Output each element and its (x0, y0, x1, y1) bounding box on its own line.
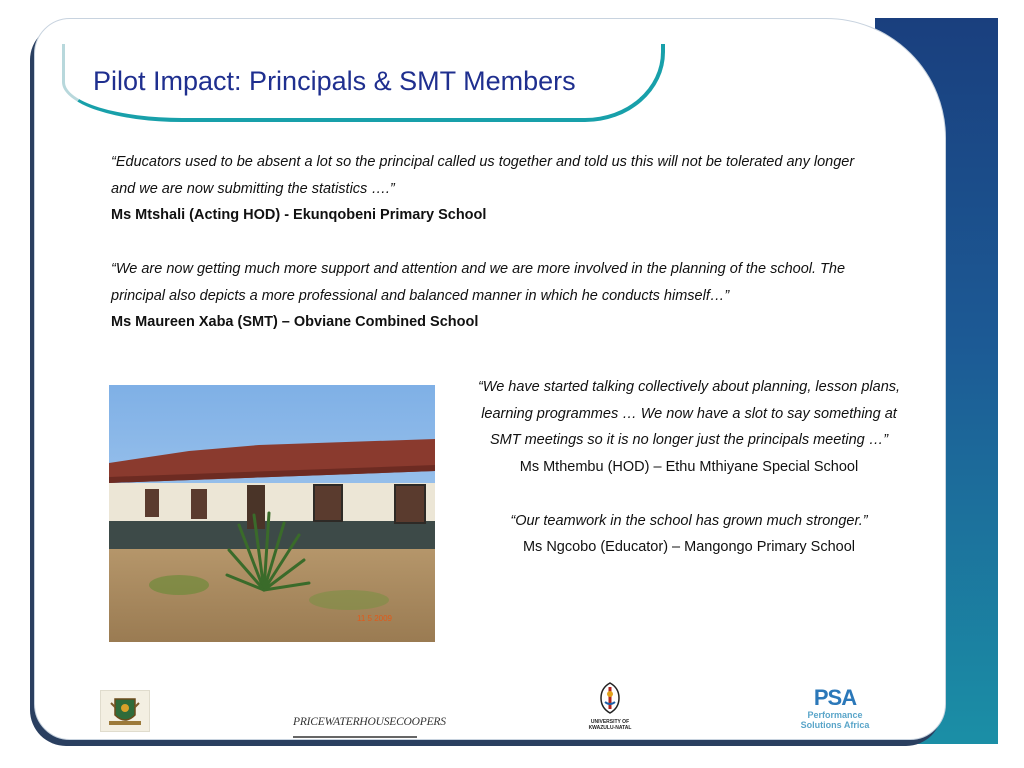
quote-3-attribution: Ms Mthembu (HOD) – Ethu Mthiyane Special School (519, 459, 859, 476)
top-quotes (111, 149, 871, 336)
psa-logo (795, 686, 875, 734)
pwc-logo-text: PRICEWATERHOUSECOOPERS (293, 716, 446, 728)
kzn-coat-of-arms-logo (100, 690, 150, 732)
right-quotes (477, 374, 901, 561)
quote-2-text: “We are now getting much more support and attention and we are more involved in the planning of the school. The principal also depicts a more professional and balanced manner in which he conducts himself…” (111, 260, 846, 304)
quote-4-text: “Our teamwork in the school has grown much stronger.” (510, 512, 868, 529)
ukzn-logo (584, 682, 636, 734)
ukzn-shield-icon (597, 682, 623, 714)
psa-line-1: Performance (807, 710, 863, 720)
school-building-photo (109, 385, 435, 642)
quote-2-attribution: Ms Maureen Xaba (SMT) – Obviane Combined School (111, 314, 479, 331)
photo-date-stamp: 11 5 2009 (357, 614, 392, 623)
quote-1-text: “Educators used to be absent a lot so the principal called us together and told us this will not be tolerated any longer and we are now submitting the statistics ….” (111, 154, 855, 197)
psa-mark: PSA (813, 685, 857, 710)
slide-title: Pilot Impact: Principals & SMT Members (93, 66, 576, 96)
quote-4-attribution: Ms Ngcobo (Educator) – Mangongo Primary School (522, 539, 856, 556)
quote-3-text: “We have started talking collectively about planning, lesson plans, learning programmes … We now have a slot to say something at SMT meetings so it is no longer just the principals meeting …” (477, 379, 901, 449)
school-building-image (109, 385, 435, 642)
pwc-logo (293, 712, 446, 738)
quote-1-attribution: Ms Mtshali (Acting HOD) - Ekunqobeni Primary School (111, 207, 487, 224)
ukzn-line-2: KWAZULU-NATAL (588, 725, 632, 731)
psa-line-2: Solutions Africa (800, 720, 870, 730)
ukzn-line-1: UNIVERSITY OF (590, 719, 630, 725)
